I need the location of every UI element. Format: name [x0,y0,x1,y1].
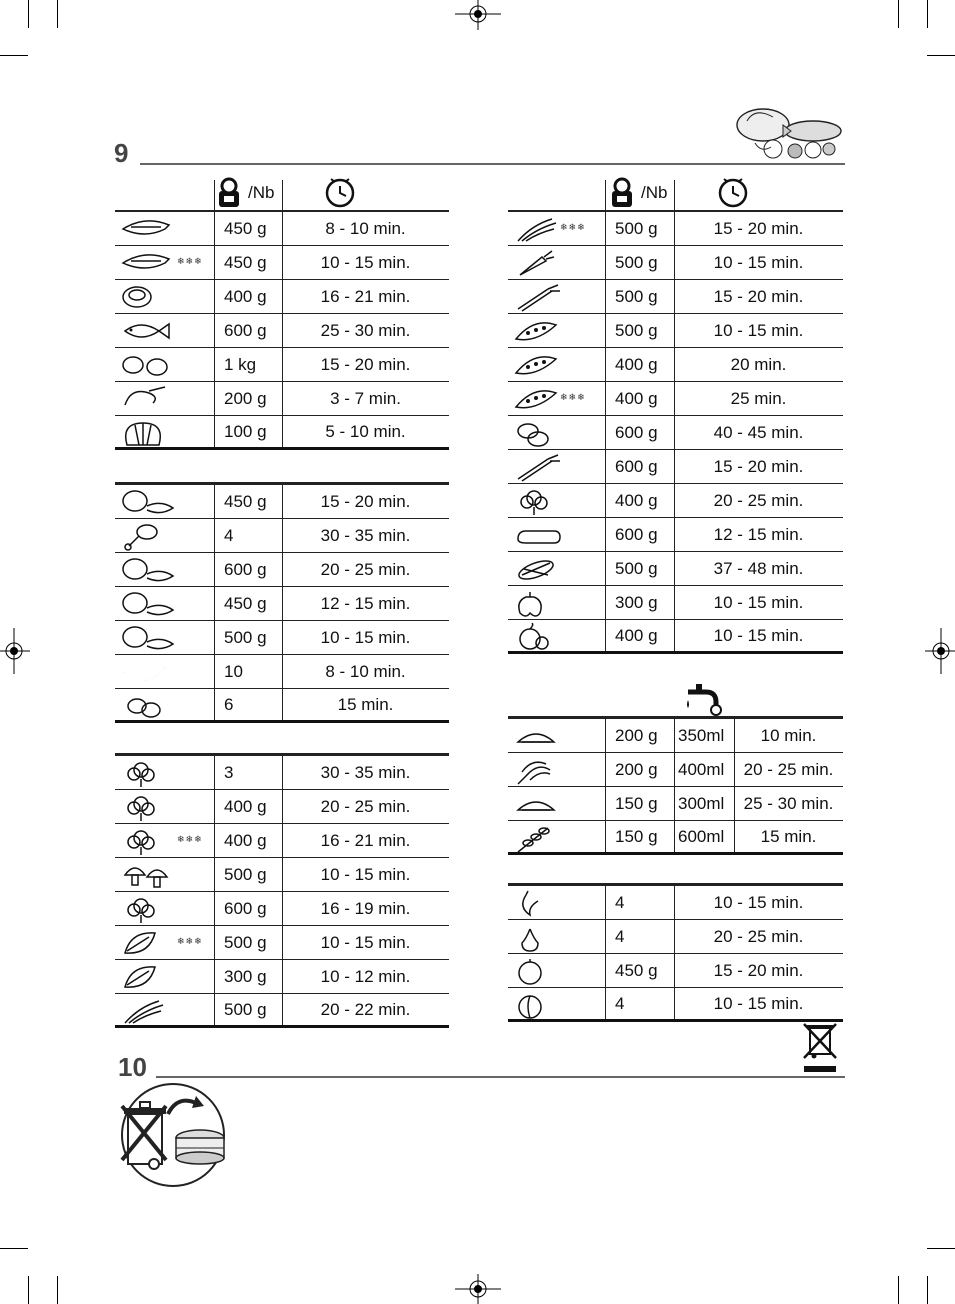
table-row [508,620,843,654]
quantity-cell: 500 g [615,252,658,272]
leek-icon [512,283,568,318]
rice-icon [512,722,568,757]
right-table-header [508,176,843,212]
time-cell: 20 min. [730,354,787,374]
quantity-cell: 600 g [224,559,267,579]
section-9-rule [140,163,845,165]
clock-timer-icon [716,176,750,208]
quantity-cell: 400 g [615,625,658,645]
cabbage-icon [119,895,175,930]
table-row [115,892,449,926]
table-row [115,587,449,621]
table-row [508,212,843,246]
table-row [115,858,449,892]
table-row [115,553,449,587]
time-cell: 10 - 15 min. [320,252,411,272]
quantity-cell: 1 kg [224,354,257,374]
chicken-leg-icon [119,522,175,557]
quantity-cell: 4 [224,525,234,545]
table-row [508,416,843,450]
scale-weight-icon [216,177,242,209]
section-10-rule [156,1076,845,1078]
frozen-snowflakes-icon: ❄❄❄ [560,222,586,232]
chicken-breast-icon [119,488,175,523]
table-row [115,416,449,450]
carrots-icon [512,249,568,284]
time-cell: 3 - 7 min. [330,388,401,408]
quantity-cell: 450 g [224,491,267,511]
time-cell: 10 - 15 min. [320,864,411,884]
table-row [508,586,843,620]
time-cell: 12 - 15 min. [713,524,804,544]
courgette-icon [512,521,568,556]
quantity-cell: 500 g [224,627,267,647]
quantity-cell: 400 g [615,388,658,408]
table-row [115,994,449,1028]
registration-mark-bottom [455,1274,501,1304]
time-cell: 15 min. [337,694,394,714]
fish-fillet-icon [119,215,175,250]
turkey-cutlet-icon [119,590,175,625]
quantity-cell: 600 g [615,456,658,476]
quantity-cell: 400 g [615,354,658,374]
quantity-cell: 150 g [615,793,658,813]
broad-beans-icon [512,317,568,352]
quantity-cell: 600 g [615,422,658,442]
nb-label: /Nb [248,183,275,202]
section-10-number: 10 [118,1052,147,1082]
table-row [508,988,843,1022]
table-row [508,954,843,988]
time-cell: 10 - 15 min. [713,993,804,1013]
pasta-icon [512,756,568,791]
time-cell: 12 - 15 min. [320,593,411,613]
quantity-cell: 200 g [615,759,658,779]
quantity-cell: 4 [615,926,625,946]
table-row [508,518,843,552]
table-row [115,314,449,348]
registration-mark-left [0,628,30,674]
time-cell: 20 - 22 min. [320,999,411,1019]
table-row [115,280,449,314]
time-cell: 10 - 15 min. [713,592,804,612]
quantity-cell: 400 g [224,796,267,816]
quantity-cell: 600 g [615,524,658,544]
sausage-icon [119,658,175,693]
quantity-cell: 450 g [224,593,267,613]
time-cell: 8 - 10 min. [325,661,406,681]
time-cell: 16 - 21 min. [320,286,411,306]
quantity-cell: 300 g [615,592,658,612]
cauliflower-icon [119,793,175,828]
table-row [508,920,843,954]
quantity-cell: 100 g [224,421,267,441]
table-row [508,886,843,920]
quantity-cell: 3 [224,762,234,782]
table-row [115,655,449,689]
time-cell: 15 - 20 min. [320,491,411,511]
registration-mark-right [925,628,955,674]
table-row [508,246,843,280]
quantity-cell: 6 [224,694,234,714]
time-cell: 20 - 25 min. [743,759,834,779]
wheat-icon [512,824,568,859]
quantity-cell: 150 g [615,826,658,846]
table-row [508,552,843,586]
pepper-icon [512,589,568,624]
frozen-snowflakes-icon: ❄❄❄ [177,834,203,844]
spinach-icon [119,963,175,998]
quantity-cell: 450 g [615,960,658,980]
left-cooking-table [115,176,449,1028]
time-cell: 15 - 20 min. [713,960,804,980]
water-cell: 400ml [678,759,725,779]
table-row [115,212,449,246]
table-row [115,790,449,824]
table-row [508,787,843,821]
table-row [508,821,843,855]
banana-icon [512,889,568,924]
table-row [115,621,449,655]
clock-timer-icon [323,176,357,208]
time-cell: 20 - 25 min. [320,796,411,816]
time-cell: 10 - 15 min. [713,320,804,340]
quantity-cell: 500 g [615,286,658,306]
time-cell: 10 - 15 min. [320,627,411,647]
table-row [508,484,843,518]
peach-icon [512,991,568,1026]
time-cell: 10 - 12 min. [320,966,411,986]
time-cell: 15 - 20 min. [713,456,804,476]
mushrooms-icon [119,861,175,896]
quantity-cell: 200 g [224,388,267,408]
time-cell: 15 - 20 min. [713,218,804,238]
mussels-icon [119,351,175,386]
pork-fillet-icon [119,556,175,591]
quantity-cell: 450 g [224,252,267,272]
table-row [115,519,449,553]
table-row [115,246,449,280]
quantity-cell: 4 [615,993,625,1013]
quantity-cell: 500 g [615,218,658,238]
time-cell: 20 - 25 min. [713,490,804,510]
frozen-snowflakes-icon: ❄❄❄ [177,936,203,946]
quantity-cell: 600 g [224,320,267,340]
section-9-number: 9 [114,138,129,168]
time-cell: 15 min. [760,826,817,846]
water-cell: 600ml [678,826,725,846]
quantity-cell: 500 g [224,999,267,1019]
time-cell: 16 - 21 min. [320,830,411,850]
fish-steak-icon [119,283,175,318]
green-beans-icon [119,997,175,1032]
table-row [115,382,449,416]
quantity-cell: 200 g [615,725,658,745]
nb-label: /Nb [641,183,668,202]
quantity-cell: 600 g [224,898,267,918]
eggs-icon [119,692,175,727]
time-cell: 25 - 30 min. [743,793,834,813]
time-cell: 30 - 35 min. [320,762,411,782]
water-tap-icon [682,682,726,716]
asparagus-icon [512,453,568,488]
time-cell: 10 - 15 min. [713,252,804,272]
table-row [115,485,449,519]
table-row [508,719,843,753]
artichoke-icon [119,759,175,794]
time-cell: 25 - 30 min. [320,320,411,340]
quantity-cell: 500 g [615,558,658,578]
quantity-cell: 500 g [615,320,658,340]
table-row [115,824,449,858]
quantity-cell: 10 [224,661,243,681]
quantity-cell: 4 [615,892,625,912]
time-cell: 10 - 15 min. [320,932,411,952]
lentils-icon [512,790,568,825]
table-row [115,926,449,960]
beef-slice-icon [119,624,175,659]
frozen-fish-fillet-icon [119,249,175,284]
quantity-cell: 400 g [615,490,658,510]
time-cell: 20 - 25 min. [320,559,411,579]
quantity-cell: 300 g [224,966,267,986]
table-row [508,382,843,416]
time-cell: 40 - 45 min. [713,422,804,442]
time-cell: 30 - 35 min. [320,525,411,545]
time-cell: 37 - 48 min. [713,558,804,578]
table-row [508,314,843,348]
water-cell: 300ml [678,793,725,813]
scallop-icon [119,419,175,454]
time-cell: 15 - 20 min. [320,354,411,374]
whole-fish-icon [119,317,175,352]
table-row [508,348,843,382]
right-cooking-table [508,176,843,1022]
time-cell: 16 - 19 min. [320,898,411,918]
pear-icon [512,923,568,958]
frozen-snowflakes-icon: ❄❄❄ [560,392,586,402]
table-row [115,960,449,994]
quantity-cell: 500 g [224,864,267,884]
quantity-cell: 500 g [224,932,267,952]
corn-icon [512,555,568,590]
registration-mark-top [455,0,501,30]
frozen-spinach-icon [119,929,175,964]
quantity-cell: 400 g [224,830,267,850]
water-cell: 350ml [678,725,725,745]
time-cell: 10 min. [760,725,817,745]
quantity-cell: 400 g [224,286,267,306]
broccoli-icon [512,487,568,522]
weee-crossed-bin-icon [800,1020,840,1076]
time-cell: 8 - 10 min. [325,218,406,238]
onion-icon [512,623,568,658]
food-illustration-icon [733,103,845,163]
time-cell: 20 - 25 min. [713,926,804,946]
frozen-snowflakes-icon: ❄❄❄ [177,256,203,266]
potatoes-icon [512,419,568,454]
quantity-cell: 450 g [224,218,267,238]
time-cell: 15 - 20 min. [713,286,804,306]
table-row [115,348,449,382]
table-row [508,280,843,314]
peas-icon [512,351,568,386]
time-cell: 25 min. [730,388,787,408]
shrimp-icon [119,385,175,420]
time-cell: 10 - 15 min. [713,892,804,912]
table-row [508,450,843,484]
apple-icon [512,957,568,992]
frozen-cauliflower-icon [119,827,175,862]
recycle-steamer-icon [118,1082,228,1188]
table-row [508,753,843,787]
table-row [115,689,449,723]
scale-weight-icon [609,177,635,209]
time-cell: 5 - 10 min. [325,421,406,441]
left-table-header [115,176,449,212]
table-row [115,756,449,790]
time-cell: 10 - 15 min. [713,625,804,645]
